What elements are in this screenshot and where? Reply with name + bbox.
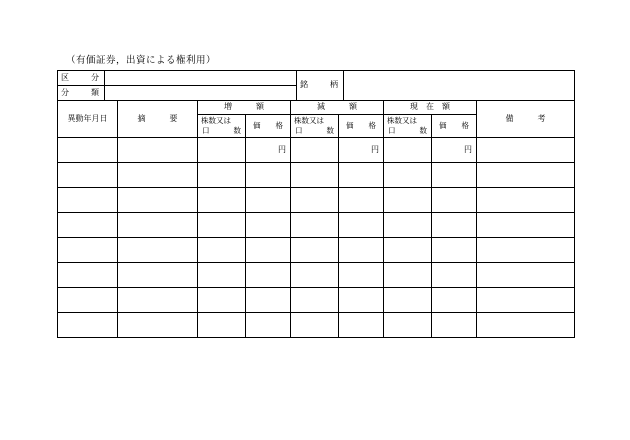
cell-note[interactable]: [477, 213, 575, 238]
col-head-decrease-shares: [291, 115, 339, 138]
cell-date[interactable]: [58, 188, 118, 213]
cell-decrease-shares[interactable]: [291, 163, 339, 188]
cell-current-shares[interactable]: [384, 188, 432, 213]
increase-shares-line2: 口 数: [202, 126, 244, 135]
cell-increase-shares[interactable]: [198, 288, 246, 313]
cell-current-price[interactable]: 円: [432, 138, 477, 163]
cell-current-shares[interactable]: [384, 238, 432, 263]
cell-decrease-price[interactable]: [339, 213, 384, 238]
cell-current-price[interactable]: [432, 163, 477, 188]
table-row: [58, 163, 575, 188]
cell-current-shares[interactable]: [384, 138, 432, 163]
cell-increase-price[interactable]: [246, 263, 291, 288]
cell-note[interactable]: [477, 188, 575, 213]
decrease-shares-line1: 株数又は: [294, 115, 324, 125]
cell-note[interactable]: [477, 313, 575, 338]
table-row: [58, 238, 575, 263]
group-header-row: [58, 101, 575, 115]
cell-current-price[interactable]: [432, 238, 477, 263]
cell-decrease-price[interactable]: [339, 188, 384, 213]
col-head-current: 現 在 額: [384, 101, 477, 115]
col-head-note: 備 考: [477, 101, 575, 138]
cell-summary[interactable]: [118, 313, 198, 338]
cell-current-shares[interactable]: [384, 263, 432, 288]
cell-decrease-price[interactable]: [339, 263, 384, 288]
cell-date[interactable]: [58, 263, 118, 288]
header-table: [57, 70, 575, 101]
cell-summary[interactable]: [118, 288, 198, 313]
cell-date[interactable]: [58, 313, 118, 338]
col-head-decrease-price: 価 格: [339, 115, 384, 138]
cell-summary[interactable]: [118, 238, 198, 263]
cell-decrease-price[interactable]: [339, 313, 384, 338]
cell-current-price[interactable]: [432, 313, 477, 338]
cell-decrease-shares[interactable]: [291, 188, 339, 213]
increase-shares-line1: 株数又は: [201, 115, 231, 125]
cell-summary[interactable]: [118, 213, 198, 238]
table-row: [58, 288, 575, 313]
cell-decrease-shares[interactable]: [291, 263, 339, 288]
cell-current-price[interactable]: [432, 263, 477, 288]
cell-note[interactable]: [477, 163, 575, 188]
cell-decrease-shares[interactable]: [291, 138, 339, 163]
cell-current-shares[interactable]: [384, 288, 432, 313]
cell-increase-price[interactable]: [246, 313, 291, 338]
meigara-label: 銘 柄: [297, 71, 344, 101]
current-shares-line2: 口 数: [388, 126, 430, 135]
current-shares-line1: 株数又は: [387, 115, 417, 125]
cell-decrease-price[interactable]: [339, 288, 384, 313]
cell-current-price[interactable]: [432, 288, 477, 313]
bunrui-label: 分 類: [58, 86, 105, 101]
table-row: [58, 213, 575, 238]
cell-note[interactable]: [477, 238, 575, 263]
cell-increase-price[interactable]: [246, 163, 291, 188]
cell-note[interactable]: [477, 288, 575, 313]
cell-increase-shares[interactable]: [198, 263, 246, 288]
cell-increase-shares[interactable]: [198, 188, 246, 213]
table-row: [58, 313, 575, 338]
cell-summary[interactable]: [118, 188, 198, 213]
col-head-summary: 摘 要: [118, 101, 198, 138]
cell-decrease-shares[interactable]: [291, 213, 339, 238]
cell-increase-price[interactable]: 円: [246, 138, 291, 163]
col-head-increase: 増 額: [198, 101, 291, 115]
cell-summary[interactable]: [118, 138, 198, 163]
cell-increase-price[interactable]: [246, 238, 291, 263]
kubun-label: 区 分: [58, 71, 105, 86]
cell-date[interactable]: [58, 288, 118, 313]
col-head-increase-shares: [198, 115, 246, 138]
cell-decrease-shares[interactable]: [291, 238, 339, 263]
cell-note[interactable]: [477, 263, 575, 288]
bunrui-value[interactable]: [105, 86, 297, 101]
cell-increase-price[interactable]: [246, 188, 291, 213]
cell-increase-shares[interactable]: [198, 213, 246, 238]
cell-date[interactable]: [58, 163, 118, 188]
page-title: （有価証券，出資による権利用）: [66, 55, 217, 66]
cell-current-price[interactable]: [432, 213, 477, 238]
col-head-increase-price: 価 格: [246, 115, 291, 138]
cell-date[interactable]: [58, 138, 118, 163]
cell-decrease-shares[interactable]: [291, 288, 339, 313]
cell-increase-shares[interactable]: [198, 313, 246, 338]
cell-increase-shares[interactable]: [198, 163, 246, 188]
cell-increase-shares[interactable]: [198, 138, 246, 163]
cell-current-shares[interactable]: [384, 213, 432, 238]
cell-increase-price[interactable]: [246, 213, 291, 238]
table-row: [58, 188, 575, 213]
table-row: [58, 263, 575, 288]
cell-decrease-price[interactable]: [339, 163, 384, 188]
cell-decrease-shares[interactable]: [291, 313, 339, 338]
meigara-value[interactable]: [344, 71, 575, 101]
ledger-table: [57, 100, 575, 338]
cell-note[interactable]: [477, 138, 575, 163]
cell-current-price[interactable]: [432, 188, 477, 213]
decrease-shares-line2: 口 数: [295, 126, 337, 135]
kubun-value[interactable]: [105, 71, 297, 86]
cell-increase-price[interactable]: [246, 288, 291, 313]
cell-current-shares[interactable]: [384, 313, 432, 338]
cell-current-shares[interactable]: [384, 163, 432, 188]
cell-decrease-price[interactable]: 円: [339, 138, 384, 163]
cell-date[interactable]: [58, 213, 118, 238]
col-head-current-shares: [384, 115, 432, 138]
col-head-date: 異動年月日: [58, 101, 118, 138]
cell-increase-shares[interactable]: [198, 238, 246, 263]
cell-summary[interactable]: [118, 163, 198, 188]
cell-decrease-price[interactable]: [339, 238, 384, 263]
asset-ledger-form: [57, 70, 574, 338]
cell-date[interactable]: [58, 238, 118, 263]
header-row-kubun: [58, 71, 575, 86]
col-head-decrease: 減 額: [291, 101, 384, 115]
col-head-current-price: 価 格: [432, 115, 477, 138]
cell-summary[interactable]: [118, 263, 198, 288]
table-row: [58, 138, 575, 163]
